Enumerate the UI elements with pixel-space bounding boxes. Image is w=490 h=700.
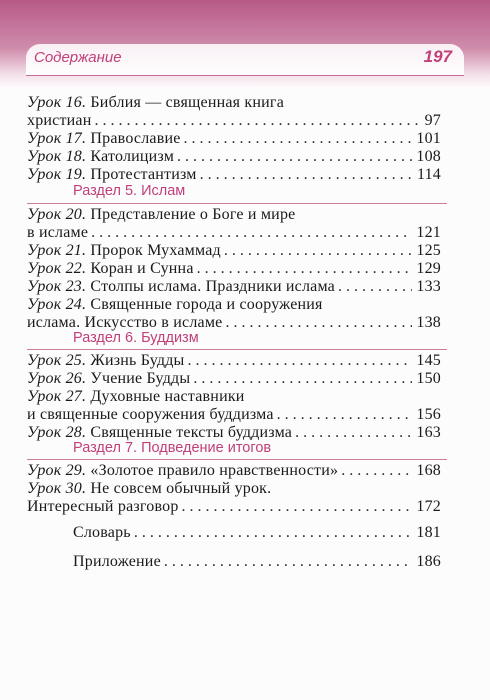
page-ref: 129 <box>416 260 441 277</box>
dot-leader <box>277 406 413 424</box>
dot-leader <box>184 130 413 148</box>
toc-entry <box>27 94 441 112</box>
lesson-title: Православие <box>90 130 181 147</box>
lesson-title: Жизнь Будды <box>90 352 185 369</box>
appendix-title: Приложение <box>73 553 161 570</box>
lesson-number: Урок 23. <box>27 278 87 295</box>
page-number: 197 <box>423 47 452 66</box>
dot-leader <box>341 462 412 480</box>
toc-entry <box>27 112 441 130</box>
lesson-title: Коран и Сунна <box>90 260 194 277</box>
toc-entry <box>27 480 441 498</box>
lesson-title: Библия — священная книга <box>90 94 284 111</box>
section-heading: Раздел 7. Подведение итогов <box>73 440 272 456</box>
dot-leader <box>188 352 413 370</box>
toc-entry <box>27 148 441 166</box>
dot-leader <box>177 148 412 166</box>
running-head-title: Содержание <box>34 49 122 66</box>
lesson-title: в исламе <box>27 224 89 241</box>
dot-leader <box>94 112 420 130</box>
toc-entry <box>27 370 441 388</box>
lesson-number: Урок 25. <box>27 352 87 369</box>
lesson-title: и священные сооружения буддизма <box>27 406 274 423</box>
lesson-title: «Золотое правило нравственности» <box>90 462 339 479</box>
lesson-number: Урок 26. <box>27 370 87 387</box>
header-rule <box>26 75 464 76</box>
toc-entry <box>27 352 441 370</box>
lesson-number: Урок 28. <box>27 424 87 441</box>
lesson-title: Духовные наставники <box>90 388 245 405</box>
dot-leader <box>338 278 412 296</box>
lesson-title: Священные тексты буддизма <box>90 424 293 441</box>
lesson-title: Учение Будды <box>90 370 191 387</box>
lesson-title: Представление о Боге и мире <box>90 206 296 223</box>
lesson-title: Интересный разговор <box>27 498 179 515</box>
toc-entry <box>27 130 441 148</box>
lesson-number: Урок 17. <box>27 130 87 147</box>
lesson-number: Урок 27. <box>27 388 87 405</box>
lesson-title: Столпы ислама. Праздники ислама <box>90 278 335 295</box>
dot-leader <box>224 242 413 260</box>
lesson-number: Урок 16. <box>27 94 87 111</box>
page-ref: 172 <box>416 498 441 515</box>
section-heading: Раздел 5. Ислам <box>73 183 186 199</box>
toc-entry <box>27 206 441 224</box>
lesson-title: Католицизм <box>90 148 175 165</box>
section-divider <box>27 203 447 204</box>
dot-leader <box>182 498 413 516</box>
page-ref: 145 <box>416 352 441 369</box>
lesson-title: христиан <box>27 112 92 129</box>
toc-entry-glossary <box>73 524 441 542</box>
dot-leader <box>200 166 413 184</box>
toc-entry-appendix <box>73 553 441 571</box>
toc-entry <box>27 296 441 314</box>
toc-entry <box>27 260 441 278</box>
lesson-number: Урок 21. <box>27 242 87 259</box>
page-ref: 114 <box>416 166 441 183</box>
page-ref: 163 <box>416 424 441 441</box>
page-ref: 168 <box>416 462 441 479</box>
lesson-title: Священные города и сооружения <box>90 296 323 313</box>
dot-leader <box>91 224 412 242</box>
lesson-number: Урок 18. <box>27 148 87 165</box>
toc-entry <box>27 224 441 242</box>
toc-entry <box>27 388 441 406</box>
page-ref: 138 <box>416 314 441 331</box>
lesson-number: Урок 19. <box>27 166 87 183</box>
page-ref: 125 <box>416 242 441 259</box>
lesson-number: Урок 20. <box>27 206 87 223</box>
toc-entry <box>27 406 441 424</box>
section-heading: Раздел 6. Буддизм <box>73 330 199 346</box>
section-divider <box>27 459 447 460</box>
dot-leader <box>134 524 413 542</box>
page-ref: 101 <box>416 130 441 147</box>
dot-leader <box>197 260 413 278</box>
page-ref: 121 <box>416 224 441 241</box>
lesson-number: Урок 30. <box>27 480 87 497</box>
dot-leader <box>164 553 413 571</box>
page-ref: 97 <box>424 112 441 129</box>
page-ref: 133 <box>416 278 441 295</box>
page-ref: 156 <box>416 406 441 423</box>
toc-entry <box>27 498 441 516</box>
toc-entry <box>27 166 441 184</box>
lesson-title: Пророк Мухаммад <box>90 242 221 259</box>
page-ref: 181 <box>416 524 441 541</box>
section-divider <box>27 349 447 350</box>
page-ref: 186 <box>416 553 441 570</box>
toc-entry <box>27 278 441 296</box>
lesson-title: ислама. Искусство в исламе <box>27 314 223 331</box>
page-ref: 108 <box>416 148 441 165</box>
glossary-title: Словарь <box>73 524 131 541</box>
toc-entry <box>27 462 441 480</box>
lesson-title: Не совсем обычный урок. <box>90 480 272 497</box>
lesson-title: Протестантизм <box>90 166 197 183</box>
lesson-number: Урок 24. <box>27 296 87 313</box>
dot-leader <box>193 370 412 388</box>
lesson-number: Урок 22. <box>27 260 87 277</box>
lesson-number: Урок 29. <box>27 462 87 479</box>
page-ref: 150 <box>416 370 441 387</box>
dot-leader <box>225 314 412 332</box>
toc-entry <box>27 242 441 260</box>
dot-leader <box>295 424 412 442</box>
